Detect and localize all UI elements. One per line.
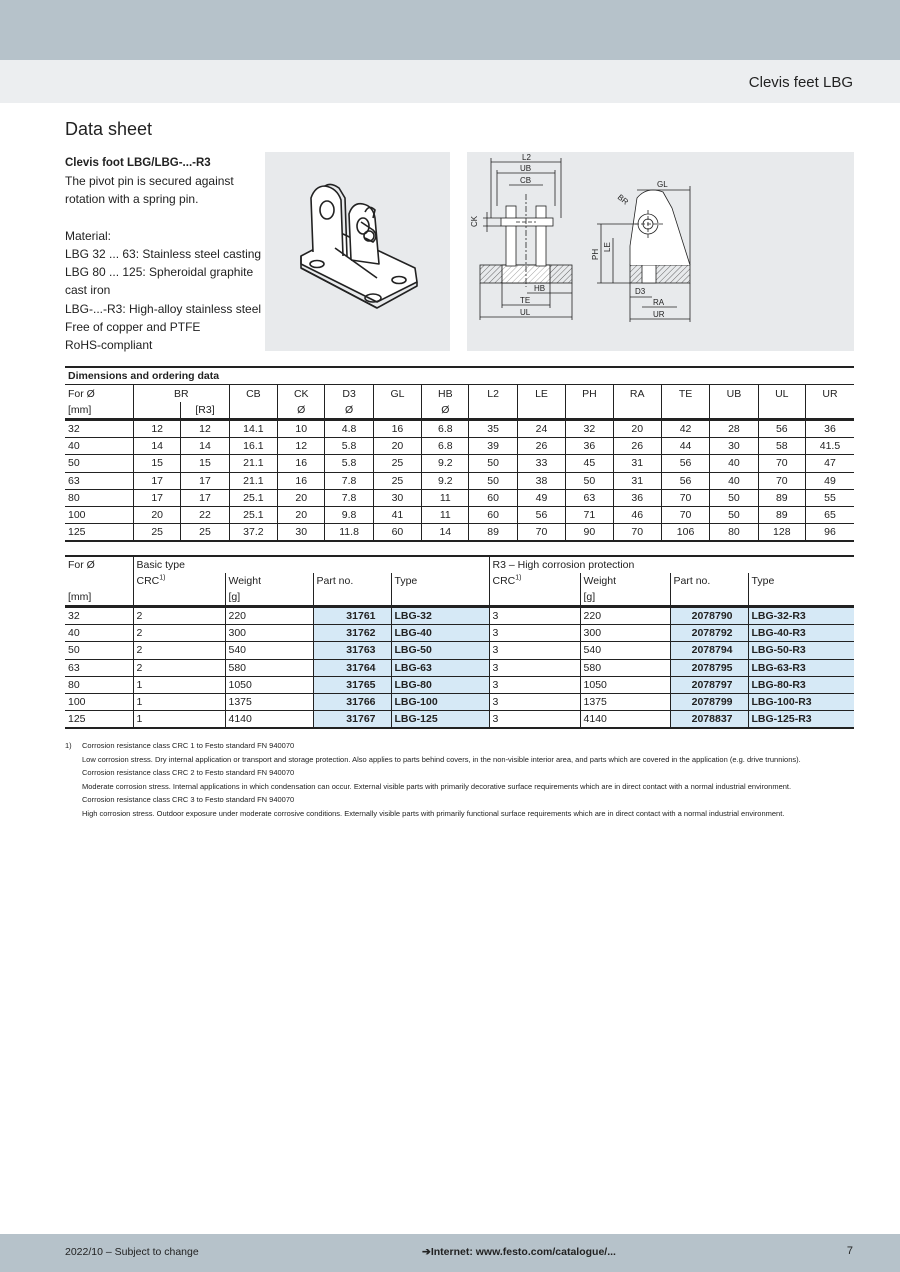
- table-cell: 580: [580, 659, 670, 676]
- ordering-table-body: [65, 607, 854, 729]
- col-header-part-no: Part no.: [670, 573, 748, 589]
- table-cell: 220: [580, 607, 670, 625]
- label-l2: L2: [522, 153, 531, 162]
- type-code-cell: LBG-32: [391, 607, 489, 625]
- col-header: RA: [613, 385, 661, 403]
- label-ph: PH: [591, 248, 600, 260]
- table-cell: 42: [661, 420, 709, 438]
- type-code-cell: LBG-50-R3: [748, 642, 854, 659]
- intro-line: rotation with a spring pin.: [65, 192, 199, 207]
- part-number-cell: 2078790: [670, 607, 748, 625]
- col-header-type: Type: [748, 573, 854, 589]
- table-cell: 70: [661, 506, 709, 523]
- table-cell: 80: [710, 524, 758, 542]
- type-code-cell: LBG-125: [391, 711, 489, 729]
- intro-line: LBG-...-R3: High-alloy stainless steel: [65, 301, 262, 316]
- table-cell: 96: [805, 524, 854, 542]
- part-number-cell: 2078837: [670, 711, 748, 729]
- table-cell: 11.8: [325, 524, 373, 542]
- footnote-row: Moderate corrosion stress. Internal applications in which condensation can occur. External visible parts with primarily decorative surface requirements which are in direct contact with a normal industrial environment.: [82, 781, 792, 791]
- table-cell: 17: [181, 489, 229, 506]
- dimensions-table-body: [65, 420, 854, 542]
- footnote-row: Corrosion resistance class CRC 2 to Festo standard FN 940070: [82, 768, 295, 778]
- product-name: Clevis foot LBG/LBG-...-R3: [65, 157, 211, 169]
- table-cell: 128: [758, 524, 805, 542]
- arrow-icon: ➔: [422, 1246, 431, 1258]
- table-cell: 70: [613, 524, 661, 542]
- table-cell: 3: [489, 642, 580, 659]
- type-code-cell: LBG-40-R3: [748, 625, 854, 642]
- table-cell: 25: [373, 472, 421, 489]
- part-number-cell: 31763: [313, 642, 391, 659]
- unit-cell: [566, 402, 613, 420]
- table-cell: 1375: [225, 693, 313, 710]
- table-caption-row: [65, 367, 854, 385]
- table-cell: 3: [489, 659, 580, 676]
- type-code-cell: LBG-40: [391, 625, 489, 642]
- footer-date: 2022/10 – Subject to change: [65, 1246, 199, 1258]
- table-cell: 56: [661, 472, 709, 489]
- table-cell: 20: [278, 489, 325, 506]
- intro-line: LBG 32 ... 63: Stainless steel casting: [65, 247, 262, 262]
- table-row: [65, 524, 854, 542]
- unit-cell: [g]: [225, 589, 313, 607]
- table-cell: 5.8: [325, 438, 373, 455]
- part-number-cell: 2078799: [670, 693, 748, 710]
- table-cell: 20: [373, 438, 421, 455]
- ordering-table: [65, 555, 854, 729]
- table-cell: 36: [613, 489, 661, 506]
- type-code-cell: LBG-32-R3: [748, 607, 854, 625]
- table-cell: 36: [566, 438, 613, 455]
- table-cell: 58: [758, 438, 805, 455]
- unit-cell: [517, 402, 565, 420]
- table-cell: 16: [373, 420, 421, 438]
- table-cell: 65: [805, 506, 854, 523]
- table-cell: 11: [422, 506, 469, 523]
- unit-cell: [373, 402, 421, 420]
- table-cell: 80: [65, 489, 134, 506]
- table-cell: 44: [661, 438, 709, 455]
- table-cell: 4140: [580, 711, 670, 729]
- table-cell: 31: [613, 472, 661, 489]
- unit-cell: Ø: [325, 402, 373, 420]
- table-cell: 21.1: [229, 455, 277, 472]
- table-cell: 6.8: [422, 438, 469, 455]
- table-cell: 63: [65, 472, 134, 489]
- label-br: BR: [615, 192, 631, 207]
- table-cell: 9.8: [325, 506, 373, 523]
- table-cell: 28: [710, 420, 758, 438]
- table-cell: 25: [134, 524, 181, 542]
- unit-cell: [613, 402, 661, 420]
- table-cell: 7.8: [325, 472, 373, 489]
- table-cell: 60: [469, 506, 517, 523]
- page-number: 7: [846, 1245, 853, 1257]
- table-cell: 50: [65, 642, 133, 659]
- label-hb: HB: [534, 284, 546, 293]
- table-cell: 90: [566, 524, 613, 542]
- table-header-row: [65, 385, 854, 403]
- table-row: [65, 693, 854, 710]
- part-number-cell: 31764: [313, 659, 391, 676]
- table-cell: 70: [517, 524, 565, 542]
- table-caption: Dimensions and ordering data: [65, 367, 854, 385]
- part-number-cell: 31762: [313, 625, 391, 642]
- table-cell: 89: [758, 506, 805, 523]
- unit-cell: [805, 402, 854, 420]
- table-cell: 71: [566, 506, 613, 523]
- table-cell: 17: [134, 489, 181, 506]
- intro-line: cast iron: [65, 283, 111, 298]
- table-cell: 35: [469, 420, 517, 438]
- col-header-crc: CRC$^{1)}$: [133, 573, 225, 589]
- col-header-part-no: Part no.: [313, 573, 391, 589]
- table-cell: 4140: [225, 711, 313, 729]
- table-cell: 50: [469, 472, 517, 489]
- unit-cell: [710, 402, 758, 420]
- table-row: [65, 489, 854, 506]
- table-cell: 125: [65, 711, 133, 729]
- table-cell: 12: [181, 420, 229, 438]
- table-row: [65, 711, 854, 729]
- col-header: BR: [134, 385, 230, 403]
- dimension-drawing-svg: [467, 152, 854, 351]
- footnotes: [65, 739, 855, 821]
- table-cell: 22: [181, 506, 229, 523]
- table-cell: 47: [805, 455, 854, 472]
- table-cell: 40: [710, 455, 758, 472]
- type-code-cell: LBG-100-R3: [748, 693, 854, 710]
- col-header: UR: [805, 385, 854, 403]
- intro-line: Free of copper and PTFE: [65, 319, 201, 334]
- footnote-row: Corrosion resistance class CRC 3 to Festo standard FN 940070: [82, 795, 295, 805]
- table-cell: 17: [134, 472, 181, 489]
- part-number-cell: 2078792: [670, 625, 748, 642]
- table-cell: 32: [566, 420, 613, 438]
- table-cell: 16: [278, 455, 325, 472]
- unit-cell: Ø: [278, 402, 325, 420]
- table-cell: 15: [181, 455, 229, 472]
- table-row: [65, 455, 854, 472]
- table-cell: 49: [805, 472, 854, 489]
- table-cell: 89: [758, 489, 805, 506]
- unit-cell: [229, 402, 277, 420]
- table-cell: 7.8: [325, 489, 373, 506]
- col-header: LE: [517, 385, 565, 403]
- ordering-header-row: [65, 556, 854, 573]
- col-header: UL: [758, 385, 805, 403]
- intro-line: RoHS-compliant: [65, 338, 153, 353]
- part-number-cell: 2078797: [670, 676, 748, 693]
- table-cell: 17: [181, 472, 229, 489]
- table-cell: 1375: [580, 693, 670, 710]
- table-cell: 14: [181, 438, 229, 455]
- col-header: HB: [422, 385, 469, 403]
- r3-type-title: R3 – High corrosion protection: [489, 556, 854, 573]
- table-row: [65, 607, 854, 625]
- footnote-marker: 1): [65, 741, 72, 750]
- table-row: [65, 676, 854, 693]
- top-bar: [0, 0, 900, 60]
- table-cell: 41.5: [805, 438, 854, 455]
- label-le: LE: [603, 242, 612, 252]
- table-cell: 40: [65, 438, 134, 455]
- table-cell: 14: [134, 438, 181, 455]
- col-header-weight: Weight: [225, 573, 313, 589]
- table-cell: 16.1: [229, 438, 277, 455]
- table-cell: 50: [65, 455, 134, 472]
- label-te: TE: [520, 296, 531, 305]
- label-gl: GL: [657, 180, 668, 189]
- table-cell: 300: [580, 625, 670, 642]
- table-cell: 2: [133, 642, 225, 659]
- table-cell: 21.1: [229, 472, 277, 489]
- unit-cell: [mm]: [65, 589, 133, 607]
- part-number-cell: 31765: [313, 676, 391, 693]
- intro-line: The pivot pin is secured against: [65, 174, 234, 189]
- table-cell: 30: [373, 489, 421, 506]
- table-cell: 1: [133, 693, 225, 710]
- table-cell: 31: [613, 455, 661, 472]
- label-cb: CB: [520, 176, 532, 185]
- table-cell: 37.2: [229, 524, 277, 542]
- table-row: [65, 642, 854, 659]
- table-cell: 2: [133, 625, 225, 642]
- table-row: [65, 472, 854, 489]
- label-ul: UL: [520, 308, 531, 317]
- table-cell: 46: [613, 506, 661, 523]
- label-ck: CK: [470, 215, 479, 227]
- table-cell: 11: [422, 489, 469, 506]
- col-header: UB: [710, 385, 758, 403]
- label-ub: UB: [520, 164, 532, 173]
- dimension-drawing: [467, 152, 854, 351]
- table-cell: 12: [134, 420, 181, 438]
- table-cell: 25.1: [229, 489, 277, 506]
- table-cell: 50: [566, 472, 613, 489]
- unit-cell: [134, 402, 181, 420]
- type-code-cell: LBG-100: [391, 693, 489, 710]
- table-cell: 1: [133, 711, 225, 729]
- col-header: L2: [469, 385, 517, 403]
- col-header-type: Type: [391, 573, 489, 589]
- table-cell: 3: [489, 607, 580, 625]
- table-cell: 70: [661, 489, 709, 506]
- table-cell: 40: [710, 472, 758, 489]
- table-cell: 45: [566, 455, 613, 472]
- table-cell: 16: [278, 472, 325, 489]
- table-cell: 25: [373, 455, 421, 472]
- type-code-cell: LBG-63: [391, 659, 489, 676]
- table-cell: 5.8: [325, 455, 373, 472]
- table-cell: 70: [758, 472, 805, 489]
- col-header: CK: [278, 385, 325, 403]
- table-cell: 49: [517, 489, 565, 506]
- table-cell: 60: [373, 524, 421, 542]
- type-code-cell: LBG-50: [391, 642, 489, 659]
- table-cell: 3: [489, 676, 580, 693]
- col-header: TE: [661, 385, 709, 403]
- footer-link[interactable]: ➔Internet: www.festo.com/catalogue/...: [422, 1246, 616, 1258]
- table-cell: 32: [65, 420, 134, 438]
- label-ra: RA: [653, 298, 665, 307]
- table-cell: 540: [225, 642, 313, 659]
- table-cell: 25: [181, 524, 229, 542]
- footer: [0, 1234, 900, 1272]
- table-cell: 41: [373, 506, 421, 523]
- intro-line: LBG 80 ... 125: Spheroidal graphite: [65, 265, 254, 280]
- label-d3: D3: [635, 287, 646, 296]
- unit-cell: Ø: [422, 402, 469, 420]
- table-cell: 60: [469, 489, 517, 506]
- unit-cell: [469, 402, 517, 420]
- table-row: [65, 506, 854, 523]
- table-cell: 25.1: [229, 506, 277, 523]
- col-header-size: For Ø: [65, 556, 133, 573]
- table-cell: 3: [489, 693, 580, 710]
- type-code-cell: LBG-63-R3: [748, 659, 854, 676]
- part-number-cell: 31767: [313, 711, 391, 729]
- unit-cell: [661, 402, 709, 420]
- table-cell: 14: [422, 524, 469, 542]
- table-unit-row: [65, 402, 854, 420]
- table-cell: 15: [134, 455, 181, 472]
- table-cell: 56: [517, 506, 565, 523]
- table-cell: 30: [710, 438, 758, 455]
- table-row: [65, 438, 854, 455]
- type-code-cell: LBG-80: [391, 676, 489, 693]
- unit-cell: [g]: [580, 589, 670, 607]
- table-cell: 20: [134, 506, 181, 523]
- table-cell: 89: [469, 524, 517, 542]
- ordering-header-row: [65, 573, 854, 589]
- ordering-unit-row: [65, 589, 854, 607]
- table-cell: 100: [65, 693, 133, 710]
- table-cell: 3: [489, 711, 580, 729]
- table-cell: 80: [65, 676, 133, 693]
- table-cell: 50: [710, 489, 758, 506]
- table-cell: 33: [517, 455, 565, 472]
- table-cell: 63: [566, 489, 613, 506]
- part-number-cell: 31761: [313, 607, 391, 625]
- col-header-weight: Weight: [580, 573, 670, 589]
- table-cell: 540: [580, 642, 670, 659]
- label-ur: UR: [653, 310, 665, 319]
- table-cell: 39: [469, 438, 517, 455]
- table-cell: 12: [278, 438, 325, 455]
- table-cell: 10: [278, 420, 325, 438]
- table-row: [65, 625, 854, 642]
- footnote-row: Low corrosion stress. Dry internal application or transport and storage protection. Also applies to parts behind covers, in the non-visible interior area, and parts which are covered in the application (e.g. drive trunnions).: [82, 754, 801, 764]
- table-row: [65, 420, 854, 438]
- table-cell: 20: [613, 420, 661, 438]
- table-cell: 56: [758, 420, 805, 438]
- table-cell: 2: [133, 607, 225, 625]
- intro-spacer: [65, 209, 260, 227]
- table-cell: 38: [517, 472, 565, 489]
- table-cell: 55: [805, 489, 854, 506]
- table-cell: 6.8: [422, 420, 469, 438]
- col-header: For Ø: [68, 387, 95, 400]
- table-cell: 1: [133, 676, 225, 693]
- type-code-cell: LBG-80-R3: [748, 676, 854, 693]
- table-cell: 106: [661, 524, 709, 542]
- table-cell: 1050: [225, 676, 313, 693]
- basic-type-title: Basic type: [133, 556, 489, 573]
- table-cell: 56: [661, 455, 709, 472]
- table-cell: 220: [225, 607, 313, 625]
- header-title: Clevis feet LBG: [748, 74, 853, 91]
- intro-line: Material:: [65, 228, 112, 243]
- table-cell: 100: [65, 506, 134, 523]
- table-cell: 26: [517, 438, 565, 455]
- dimensions-table: [65, 366, 854, 542]
- table-cell: 14.1: [229, 420, 277, 438]
- table-cell: 32: [65, 607, 133, 625]
- table-cell: 36: [805, 420, 854, 438]
- part-number-cell: 2078795: [670, 659, 748, 676]
- unit-cell: [758, 402, 805, 420]
- table-cell: 4.8: [325, 420, 373, 438]
- table-cell: 9.2: [422, 472, 469, 489]
- col-header-crc: CRC$^{1)}$: [489, 573, 580, 589]
- section-title: Data sheet: [65, 119, 153, 139]
- type-code-cell: LBG-125-R3: [748, 711, 854, 729]
- table-cell: 30: [278, 524, 325, 542]
- table-cell: 24: [517, 420, 565, 438]
- table-cell: 40: [65, 625, 133, 642]
- unit-cell: [mm]: [65, 402, 134, 420]
- clevis-foot-illustration: [265, 152, 450, 351]
- footnote-row: High corrosion stress. Outdoor exposure under moderate corrosive conditions. Externally visible parts with primarily functional surface requirements which are in direct contact with a normal industrial environment.: [82, 808, 785, 818]
- table-cell: 26: [613, 438, 661, 455]
- unit-cell: [R3]: [181, 402, 229, 420]
- table-cell: 70: [758, 455, 805, 472]
- table-cell: 3: [489, 625, 580, 642]
- part-number-cell: 2078794: [670, 642, 748, 659]
- part-number-cell: 31766: [313, 693, 391, 710]
- intro-text: [65, 154, 260, 354]
- table-cell: 300: [225, 625, 313, 642]
- col-header: D3: [325, 385, 373, 403]
- table-cell: 2: [133, 659, 225, 676]
- col-header: PH: [566, 385, 613, 403]
- table-cell: 50: [469, 455, 517, 472]
- table-cell: 1050: [580, 676, 670, 693]
- table-cell: 50: [710, 506, 758, 523]
- footnote-row: 1) Corrosion resistance class CRC 1 to Festo standard FN 940070: [65, 739, 855, 753]
- table-row: [65, 659, 854, 676]
- table-cell: 63: [65, 659, 133, 676]
- table-cell: 580: [225, 659, 313, 676]
- col-header: CB: [229, 385, 277, 403]
- table-cell: 125: [65, 524, 134, 542]
- product-illustration: [265, 152, 450, 351]
- table-cell: 9.2: [422, 455, 469, 472]
- col-header: GL: [373, 385, 421, 403]
- table-cell: 20: [278, 506, 325, 523]
